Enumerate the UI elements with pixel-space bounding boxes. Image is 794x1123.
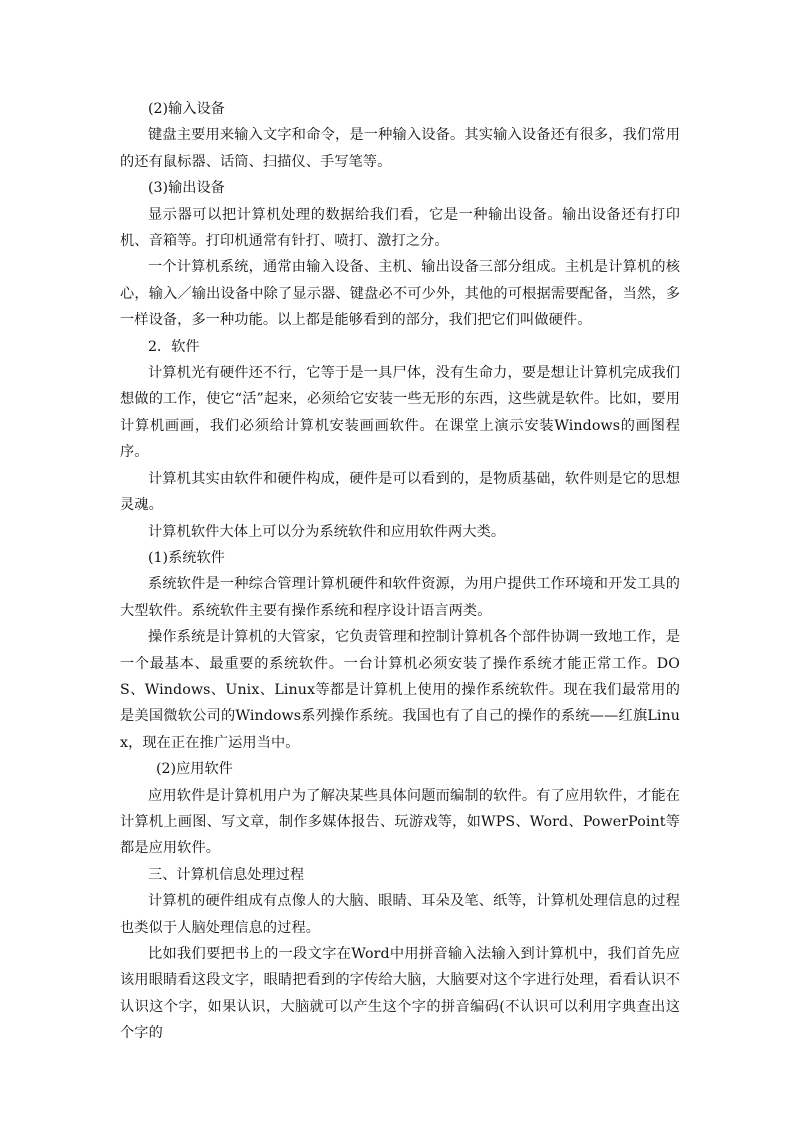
paragraph-application-software: 应用软件是计算机用户为了解决某些具体问题而编制的软件。有了应用软件，才能在计算机上画图、写文章，制作多媒体报告、玩游戏等，如WPS、Word、PowerPoint等都是应用软件。 <box>120 787 680 857</box>
paragraph-software-intro: 计算机光有硬件还不行，它等于是一具尸体，没有生命力，要是想让计算机完成我们想做的工作，使它“活”起来，必须给它安装一些无形的东西，这些就是软件。比如，要用计算机画画，我们必须给计算机安装画画软件。在课堂上演示安装Windows的画图程序。 <box>120 365 680 461</box>
section-heading-input-devices: (2)输入设备 <box>148 101 225 117</box>
paragraph-software-categories: 计算机软件大体上可以分为系统软件和应用软件两大类。 <box>148 523 506 540</box>
paragraph-system-software: 系统软件是一种综合管理计算机硬件和软件资源，为用户提供工作环境和开发工具的大型软件。系统软件主要有操作系统和程序设计语言两类。 <box>120 576 680 619</box>
document-page <box>120 96 680 1047</box>
paragraph-operating-system: 操作系统是计算机的大管家，它负责管理和控制计算机各个部件协调一致地工作，是一个最基本、最重要的系统软件。一台计算机必须安装了操作系统才能正常工作。DOS、Windows、Unix、Linux等都是计算机上使用的操作系统软件。现在我们最常用的是美国微软公司的Windows系列操作系统。我国也有了自己的操作的系统——红旗Linux，现在正在推广运用当中。 <box>120 629 680 751</box>
section-heading-information-processing: 三、计算机信息处理过程 <box>148 866 305 883</box>
paragraph-hardware-software: 计算机其实由软件和硬件构成，硬件是可以看到的，是物质基础，软件则是它的思想灵魂。 <box>120 470 680 514</box>
section-heading-output-devices: (3)输出设备 <box>148 180 225 197</box>
section-heading-system-software: (1)系统软件 <box>148 549 225 566</box>
section-heading-application-software: (2)应用软件 <box>156 761 233 778</box>
paragraph-computer-system: 一个计算机系统，通常由输入设备、主机、输出设备三部分组成。主机是计算机的核心，输入／输出设备中除了显示器、键盘必不可少外，其他的可根据需要配备，当然，多一样设备，多一种功能。以上都是能够看到的部分，我们把它们叫做硬件。 <box>120 259 680 329</box>
paragraph-display: 显示器可以把计算机处理的数据给我们看，它是一种输出设备。输出设备还有打印机、音箱等。打印机通常有针打、喷打、激打之分。 <box>120 206 680 250</box>
paragraph-input-example: 比如我们要把书上的一段文字在Word中用拼音输入法输入到计算机中，我们首先应该用眼睛看这段文字，眼睛把看到的字传给大脑，大脑要对这个字进行处理，看看认识不认识这个字，如果认识，大脑就可以产生这个字的拼音编码(不认识可以利用字典查出这个字的 <box>120 946 680 1042</box>
section-heading-software: 2．软件 <box>148 338 200 355</box>
paragraph-hardware-analogy: 计算机的硬件组成有点像人的大脑、眼睛、耳朵及笔、纸等，计算机处理信息的过程也类似于人脑处理信息的过程。 <box>120 893 680 936</box>
paragraph-keyboard: 键盘主要用来输入文字和命令，是一种输入设备。其实输入设备还有很多，我们常用的还有鼠标器、话筒、扫描仪、手写笔等。 <box>120 127 680 170</box>
